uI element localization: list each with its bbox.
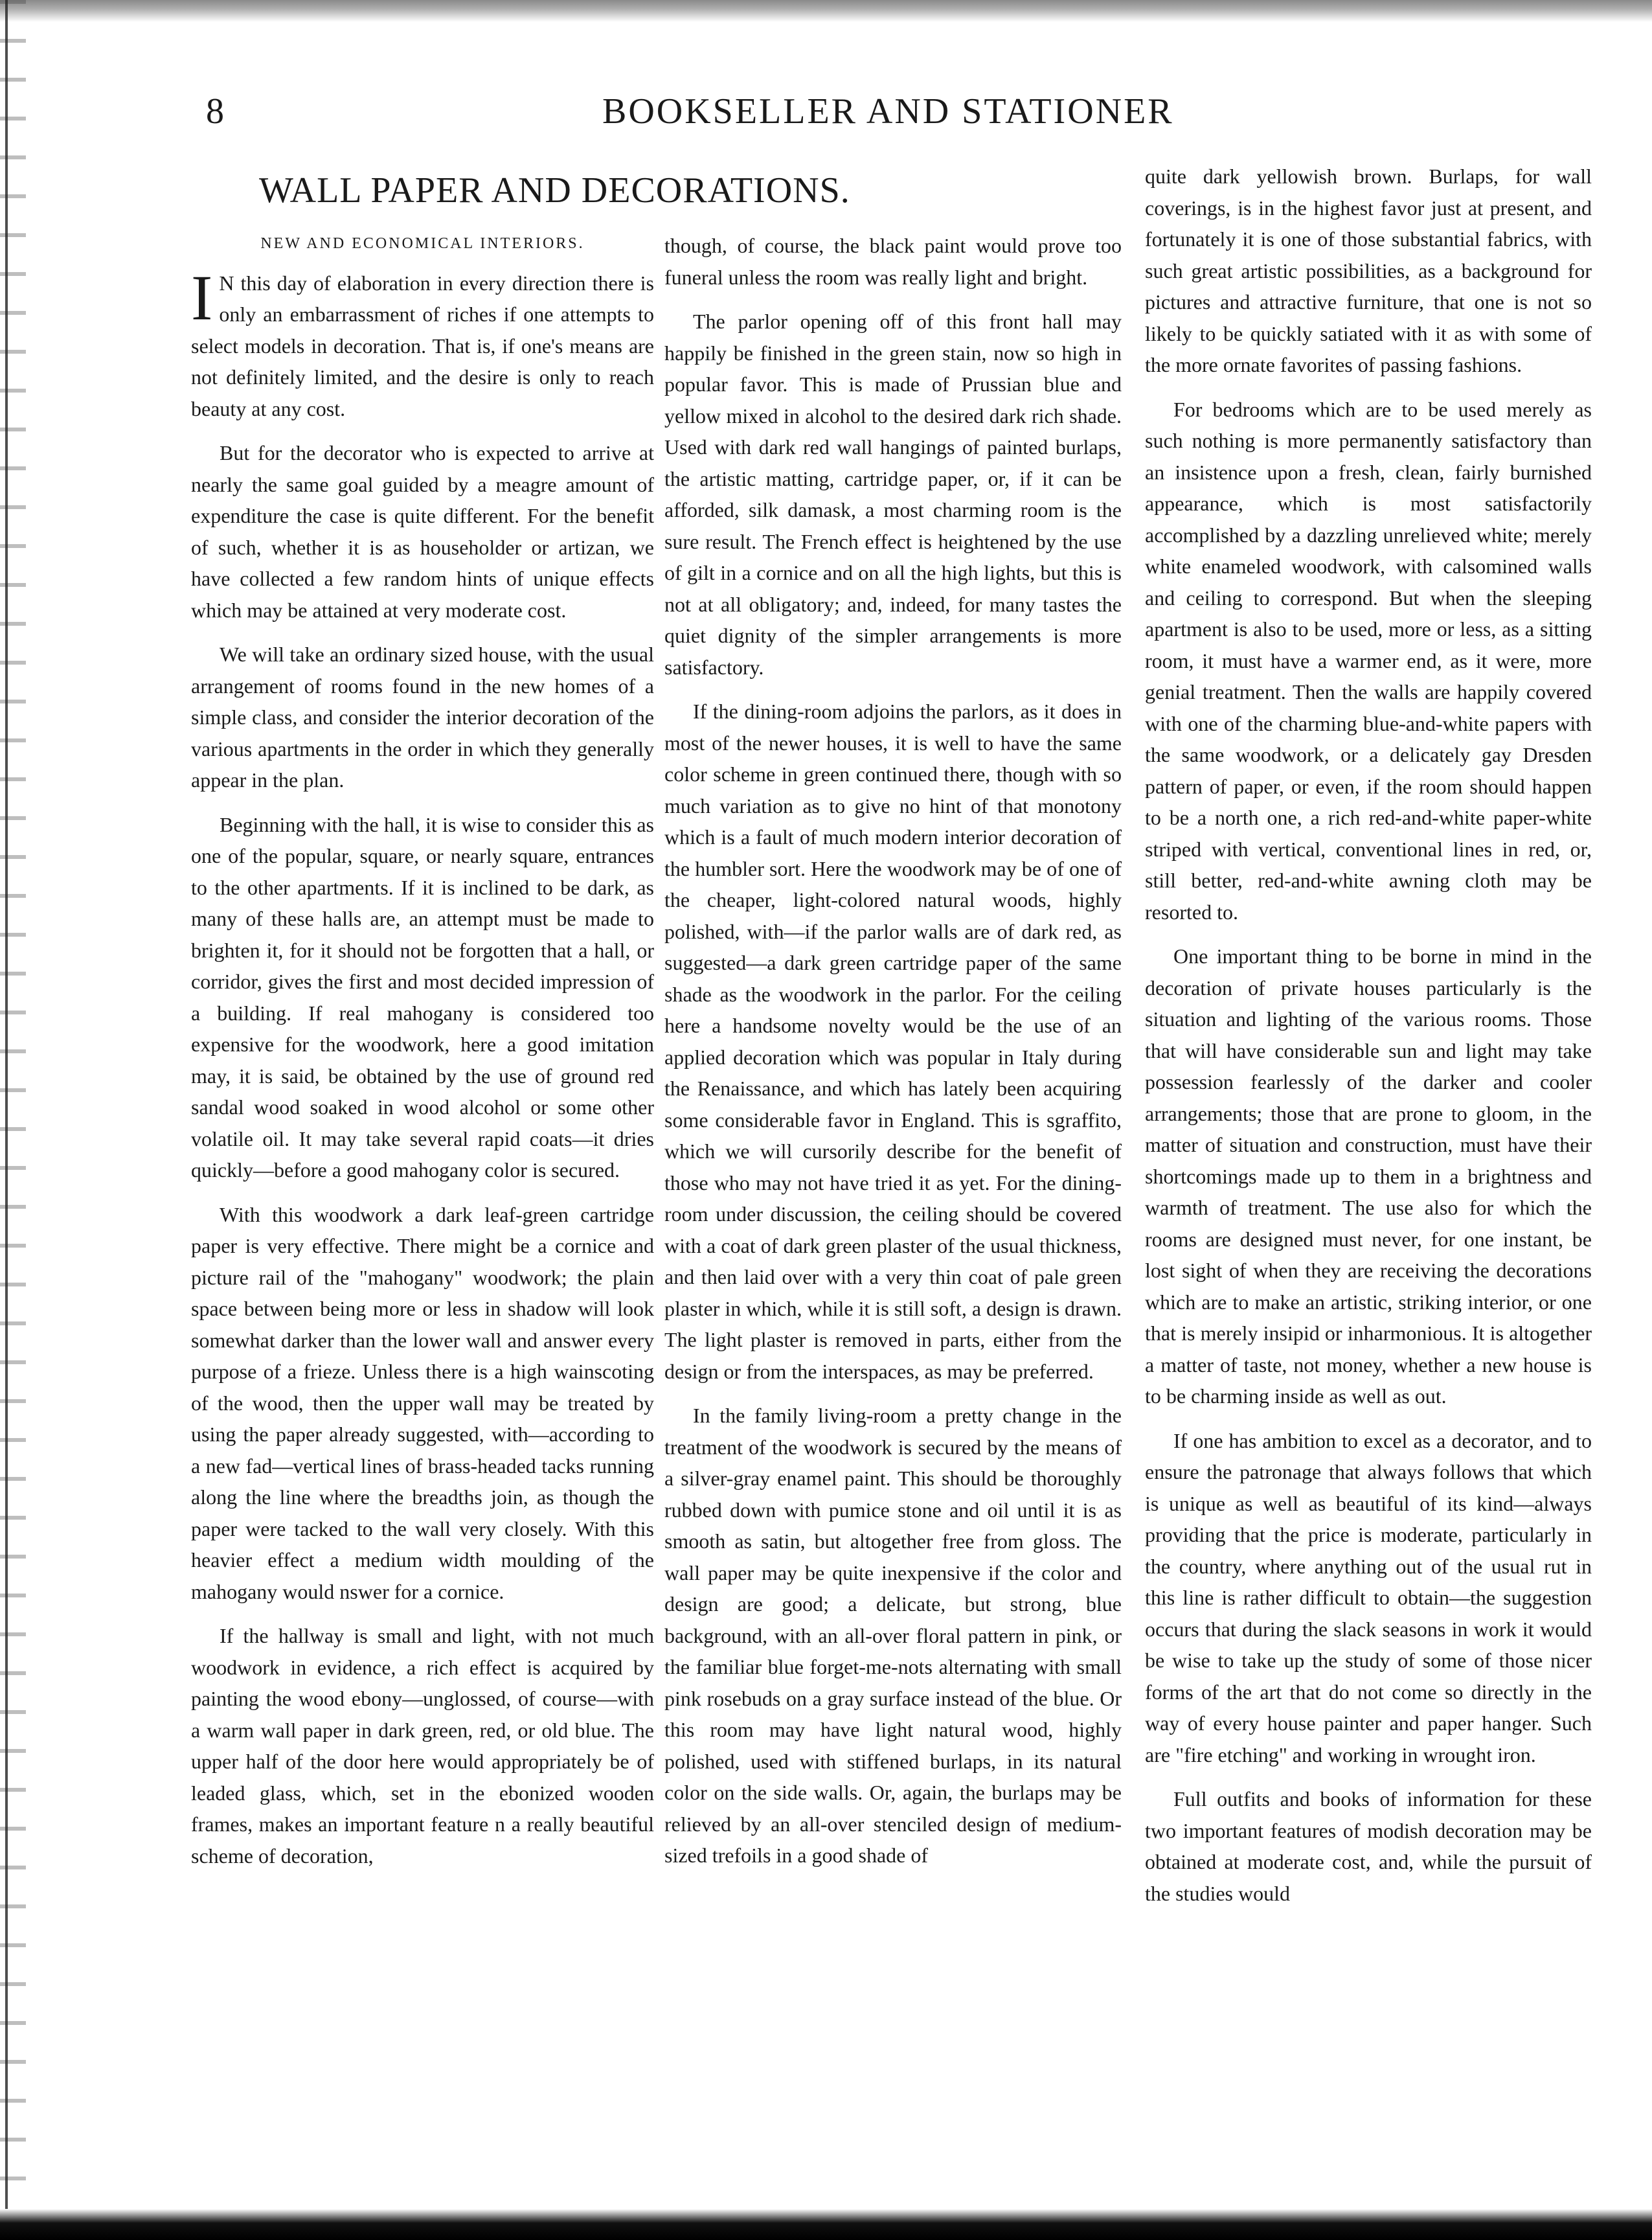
column-2 <box>664 230 1122 1884</box>
paragraph: But for the decorator who is expected to arrive at nearly the same goal guided by a meagre amount of expenditure the case is quite different. For the benefit of such, whether it is as householder or artizan, we have collected a few random hints of unique effects which may be attained at very moderate cost. <box>191 441 654 622</box>
paragraph: If the hallway is small and light, with not much woodwork in evidence, a rich effect is acquired by painting the wood ebony—unglossed, of course—with a warm wall paper in dark green, red, or old blue. The upper half of the door here would appropriately be of leaded glass, which, set in the ebonized wooden frames, makes an important feature n a really beautiful scheme of decoration, <box>191 1624 654 1868</box>
paragraph: For bedrooms which are to be used merely as such nothing is more permanently satisfactory than an insistence upon a fresh, clean, fairly burnished appearance, which is most satisfactorily accomplished by a dazzling unrelieved white; merely white enameled woodwork, with calsomined walls and ceiling to correspond. But when the sleeping apartment is also to be used, more or less, as a sitting room, it must have a warmer end, as it were, more genial treatment. Then the walls are happily covered with one of the charming blue-and-white papers with the same woodwork, or a delicately gay Dresden pattern of paper, or even, if the room should happen to be a north one, a rich red-and-white paper-white striped with vertical, conventional lines in red, or, still better, red-and-white awning cloth may be resorted to. <box>1145 397 1592 924</box>
paragraph: quite dark yellowish brown. Burlaps, for wall coverings, is in the highest favor just at present, and fortunately it is one of those substantial fabrics, with such great artistic possibilities, as a background for pictures and attractive furniture, that one is not so likely to be quickly satiated with it as with some of the more ornate favorites of passing fashions. <box>1145 165 1592 376</box>
article-subtitle: NEW AND ECONOMICAL INTERIORS. <box>260 235 585 252</box>
paragraph: though, of course, the black paint would prove too funeral unless the room was really light and bright. <box>664 234 1122 289</box>
running-head: BOOKSELLER AND STATIONER <box>602 91 1174 131</box>
paragraph <box>191 261 654 425</box>
paragraph: In the family living-room a pretty change in the treatment of the woodwork is secured by the means of a silver-gray enamel paint. This should be thoroughly rubbed down with pumice stone and oil until it is as smooth as satin, but altogether free from gloss. The wall paper may be quite inexpensive if the color and design are good; a delicate, but strong, blue background, with an all-over floral pattern in pink, or the familiar blue forget-me-nots alternating with small pink rosebuds on a gray surface instead of the blue. Or this room may have light natural wood, highly polished, used with stiffened burlaps, in its natural color on the side walls. Or, again, the burlaps may be relieved by an all-over stenciled design of medium-sized trefoils in a good shade of <box>664 1404 1122 1867</box>
drop-cap: I <box>191 261 213 334</box>
scan-left-edge <box>0 0 26 2240</box>
scan-binding-line <box>5 0 8 2240</box>
paragraph: Beginning with the hall, it is wise to consider this as one of the popular, square, or nearly square, entrances to the other apartments. If it is inclined to be dark, as many of these halls are, an attempt must be made to brighten it, for it should not be forgotten that a hall, or corridor, gives the first and most decided impression of a building. If real mahogany is considered too expensive for the woodwork, here a good imitation may, it is said, be obtained by the use of ground red sandal wood soaked in wood alcohol or some other volatile oil. It may take several rapid coats—it dries quickly—before a good mahogany color is secured. <box>191 812 654 1182</box>
paragraph: The parlor opening off of this front hall may happily be finished in the green stain, now so high in popular favor. This is made of Prussian blue and yellow mixed in alcohol to the desired dark rich shade. Used with dark red wall hangings of painted burlaps, the artistic matting, cartridge paper, or, if it can be afforded, silk damask, a most charming room is the sure result. The French effect is heightened by the use of gilt in a cornice and on all the high lights, but this is not at all obligatory; and, indeed, for many tastes the quiet dignity of the simpler arrangements is more satisfactory. <box>664 310 1122 679</box>
paragraph: We will take an ordinary sized house, with the usual arrangement of rooms found in the new homes of a simple class, and consider the interior decoration of the various apartments in the order in which they generally appear in the plan. <box>191 643 654 792</box>
paragraph: If one has ambition to excel as a decorator, and to ensure the patronage that always follows that which is unique as well as beautiful of its kind—always providing that the price is moderate, particularly in the country, where anything out of the usual rut in this line is rather difficult to obtain—the suggestion occurs that during the slack seasons in work it would be wise to take up the study of some of those nicer forms of the art that do not come so directly in the way of every house painter and paper hanger. Such are "fire etching" and working in wrought iron. <box>1145 1428 1592 1766</box>
paragraph: With this woodwork a dark leaf-green cartridge paper is very effective. There might be a cornice and picture rail of the "mahogany" woodwork; the plain space between being more or less in shadow will look somewhat darker than the lower wall and answer every purpose of a frieze. Unless there is a high wainscoting of the wood, then the upper wall may be treated by using the paper already suggested, with—according to a new fad—vertical lines of brass-headed tacks running along the line where the breadths join, as though the paper were tacked to the wall very closely. With this heavier effect a medium width moulding of the mahogany would nswer for a cornice. <box>191 1202 654 1603</box>
paragraph: If the dining-room adjoins the parlors, as it does in most of the newer houses, it is well to have the same color scheme in green continued there, though with so much variation as to give no hint of that monotony which is a fault of much modern interior decoration of the humbler sort. Here the woodwork may be of one of the cheaper, light-colored natural woods, highly polished, with—if the parlor walls are of dark red, as suggested—a dark green cartridge paper of the same shade as the woodwork in the parlor. For the ceiling here a handsome novelty would be the use of an applied decoration which was popular in Italy during the Renaissance, and which has lately been acquiring some considerable favor in England. This is sgraffito, which we will cursorily describe for the benefit of those who may not have tried it as yet. For the dining-room under discussion, the ceiling should be covered with a coat of dark green plaster of the usual thickness, and then laid over with a very thin coat of pale green plaster in which, while it is still soft, a design is drawn. The light plaster is removed in parts, either from the design or from the interspaces, as may be preferred. <box>664 700 1122 1383</box>
scan-bottom-edge <box>0 2209 1652 2240</box>
paragraph: One important thing to be borne in mind in the decoration of private houses particularly is the situation and lighting of the various rooms. Those that will have considerable sun and light may take possession fearlessly of the darker and cooler arrangements; those that are prone to gloom, in the matter of situation and construction, must have their shortcomings made up to them in a brightness and warmth of treatment. The use also for which the rooms are designed must never, for one instant, be lost sight of when they are receiving the decorations which are to make an artistic, striking interior, or one that is merely insipid or inharmonious. It is altogether a matter of taste, not money, whether a new house is to be charming inside as well as out. <box>1145 944 1592 1408</box>
column-1 <box>191 161 654 1884</box>
paragraph: Full outfits and books of information for these two important features of modish decoration may be obtained at moderate cost, and, while the pursuit of the studies would <box>1145 1787 1592 1905</box>
paragraph-text: N this day of elaboration in every direction there is only an embarrassment of riches if one attempts to select models in decoration. That is, if one's means are not definitely limited, and the desire is only to reach beauty at any cost. <box>191 271 654 420</box>
page-number: 8 <box>206 91 224 131</box>
column-3 <box>1145 161 1592 1922</box>
article-title: WALL PAPER AND DECORATIONS. <box>259 170 850 211</box>
scan-top-edge <box>0 0 1652 22</box>
